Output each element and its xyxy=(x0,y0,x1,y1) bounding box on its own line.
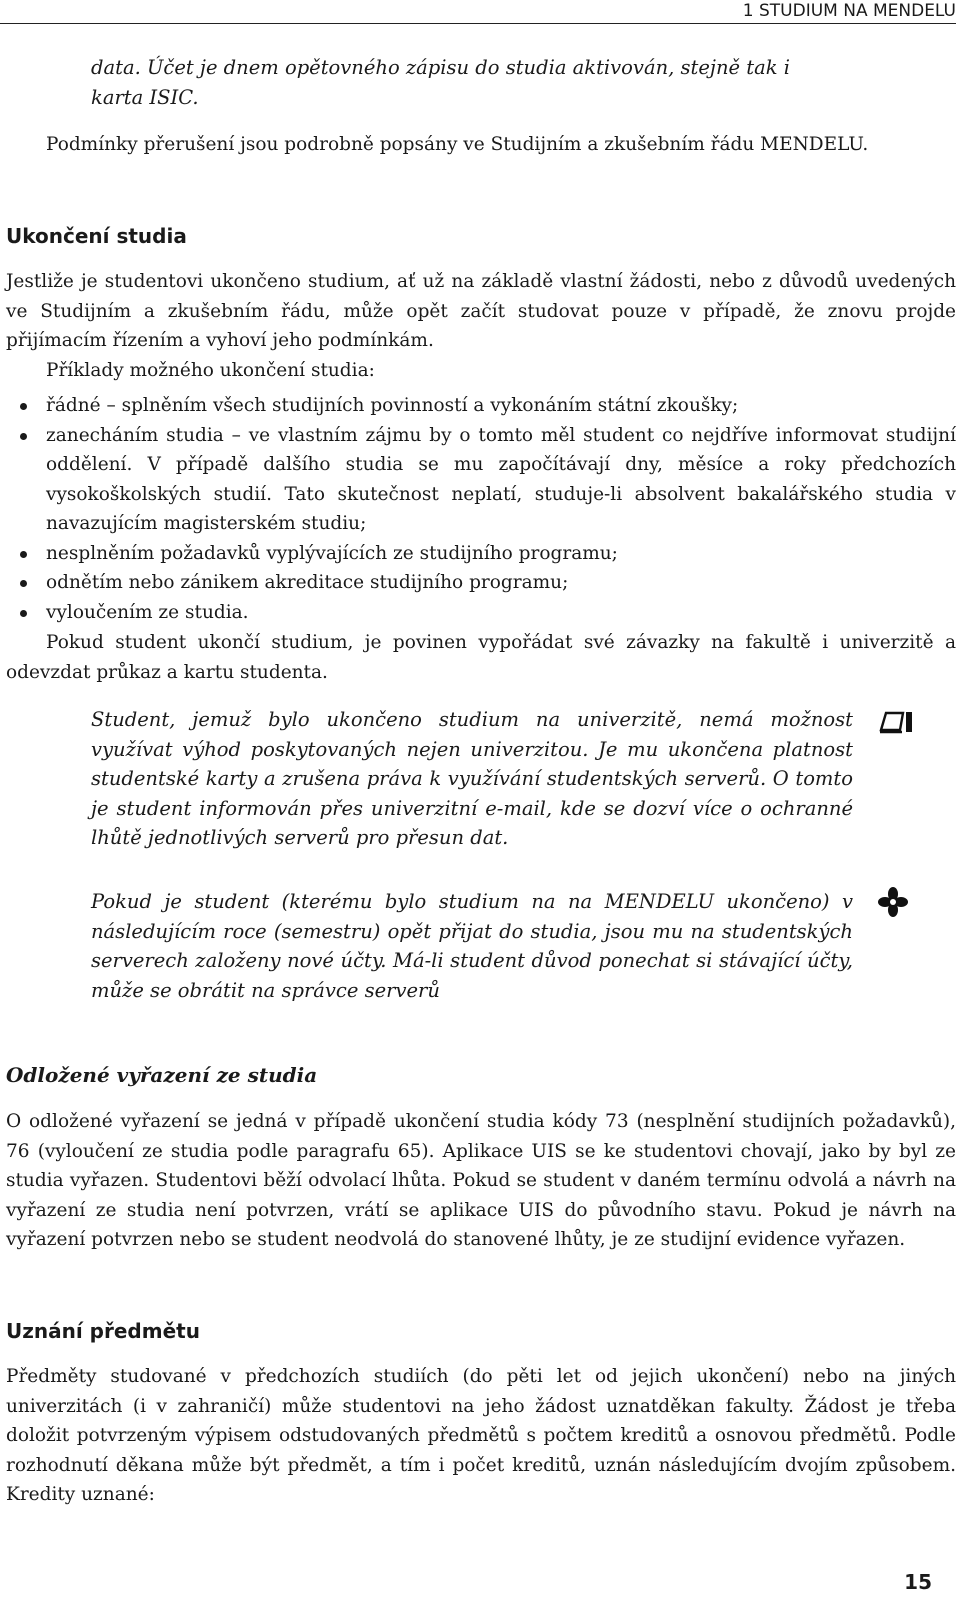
paragraph-course-recognition: Předměty studované v předchozích studiích (do pěti let od jejich ukončení) nebo na jiných univerzitách (i v zahraničí) může studentovi na jeho žádost uznatděkan fakulty. Žádost je třeba doložit potvrzeným výpisem odstudovaných předmětů s počtem kreditů a osnovou předmětů. Podle rozhodnutí děkana může být předmět, a tím i počet kreditů, uznán následujícím dvojím způsobem. Kredity uznané: xyxy=(6,1366,956,1505)
heading-deferred-exclusion: Odložené vyřazení ze studia xyxy=(6,1063,318,1087)
closing-paragraph: Pokud student ukončí studium, je povinen vypořádat své závazky na fakultě i univerzitě a odevzdat průkaz a kartu studenta. xyxy=(6,632,956,683)
list-item: vyloučením ze studia. xyxy=(6,598,956,628)
fragment-line-1: data. Účet je dnem opětovného zápisu do studia aktivován, stejně tak i xyxy=(91,56,790,79)
computer-icon xyxy=(878,706,914,740)
interruption-note: Podmínky přerušení jsou podrobně popsány ve Studijním a zkušebním řádu MENDELU. xyxy=(46,134,869,155)
list-item: odnětím nebo zánikem akreditace studijního programu; xyxy=(6,568,956,598)
paragraph-end-of-study: Jestliže je studentovi ukončeno studium, ať už na základě vlastní žádosti, nebo z důvodů uvedených ve Studijním a zkušebním řádu, může opět začít studovat pouze v případě, že znovu projde přijímacím řízením a vyhoví jeho podmínkám. xyxy=(6,271,956,351)
page-number: 15 xyxy=(904,1570,932,1594)
list-item: nesplněním požadavků vyplývajících ze studijního programu; xyxy=(6,539,956,569)
flower-icon xyxy=(878,886,908,924)
heading-course-recognition: Uznání předmětu xyxy=(6,1319,200,1343)
paragraph-deferred-exclusion: O odložené vyřazení se jedná v případě ukončení studia kódy 73 (nesplnění studijních požadavků), 76 (vyloučení ze studia podle paragrafu 65). Aplikace UIS se ke studentovi chovají, jako by byl ze studia vyřazen. Studentovi běží odvolací lhůta. Pokud se student v daném termínu odvolá a návrh na vyřazení ze studia není potvrzen, vrátí se aplikace UIS do původního stavu. Pokud je návrh na vyřazení potvrzen nebo se student neodvolá do stanovené lhůty, je ze studijní evidence vyřazen. xyxy=(6,1111,956,1250)
running-header: 1 STUDIUM NA MENDELU xyxy=(0,0,956,24)
heading-end-of-study: Ukončení studia xyxy=(6,224,187,248)
fragment-line-2: karta ISIC. xyxy=(91,86,199,109)
examples-intro: Příklady možného ukončení studia: xyxy=(46,360,375,381)
bullet xyxy=(20,580,27,587)
tip-note-text: Pokud je student (kterému bylo studium na na MENDELU ukončeno) v následujícím roce (semestru) opět přijat do studia, jsou mu na studentských serverech založeny nové účty. Má-li student důvod ponechat si stávající účty, může se obrátit na správce serverů xyxy=(91,890,853,1002)
bullet xyxy=(20,433,27,440)
list-item: zanecháním studia – ve vlastním zájmu by o tomto měl student co nejdříve informovat studijní oddělení. V případě dalšího studia se mu započítávají dny, měsíce a roky předchozích vysokoškolských studií. Tato skutečnost neplatí, studuje-li absolvent bakalářského studia v navazujícím magisterském studiu; xyxy=(6,421,956,539)
examples-list xyxy=(6,391,956,627)
list-item: řádné – splněním všech studijních povinností a vykonáním státní zkoušky; xyxy=(6,391,956,421)
bullet xyxy=(20,610,27,617)
computer-note-text: Student, jemuž bylo ukončeno studium na univerzitě, nemá možnost využívat výhod poskytovaných nejen univerzitou. Je mu ukončena platnost studentské karty a zrušena práva k využívání studentských serverů. O tomto je student informován přes univerzitní e-mail, kde se dozví více o ochranné lhůtě jednotlivých serverů pro přesun dat. xyxy=(91,708,853,849)
bullet xyxy=(20,403,27,410)
bullet xyxy=(20,551,27,558)
